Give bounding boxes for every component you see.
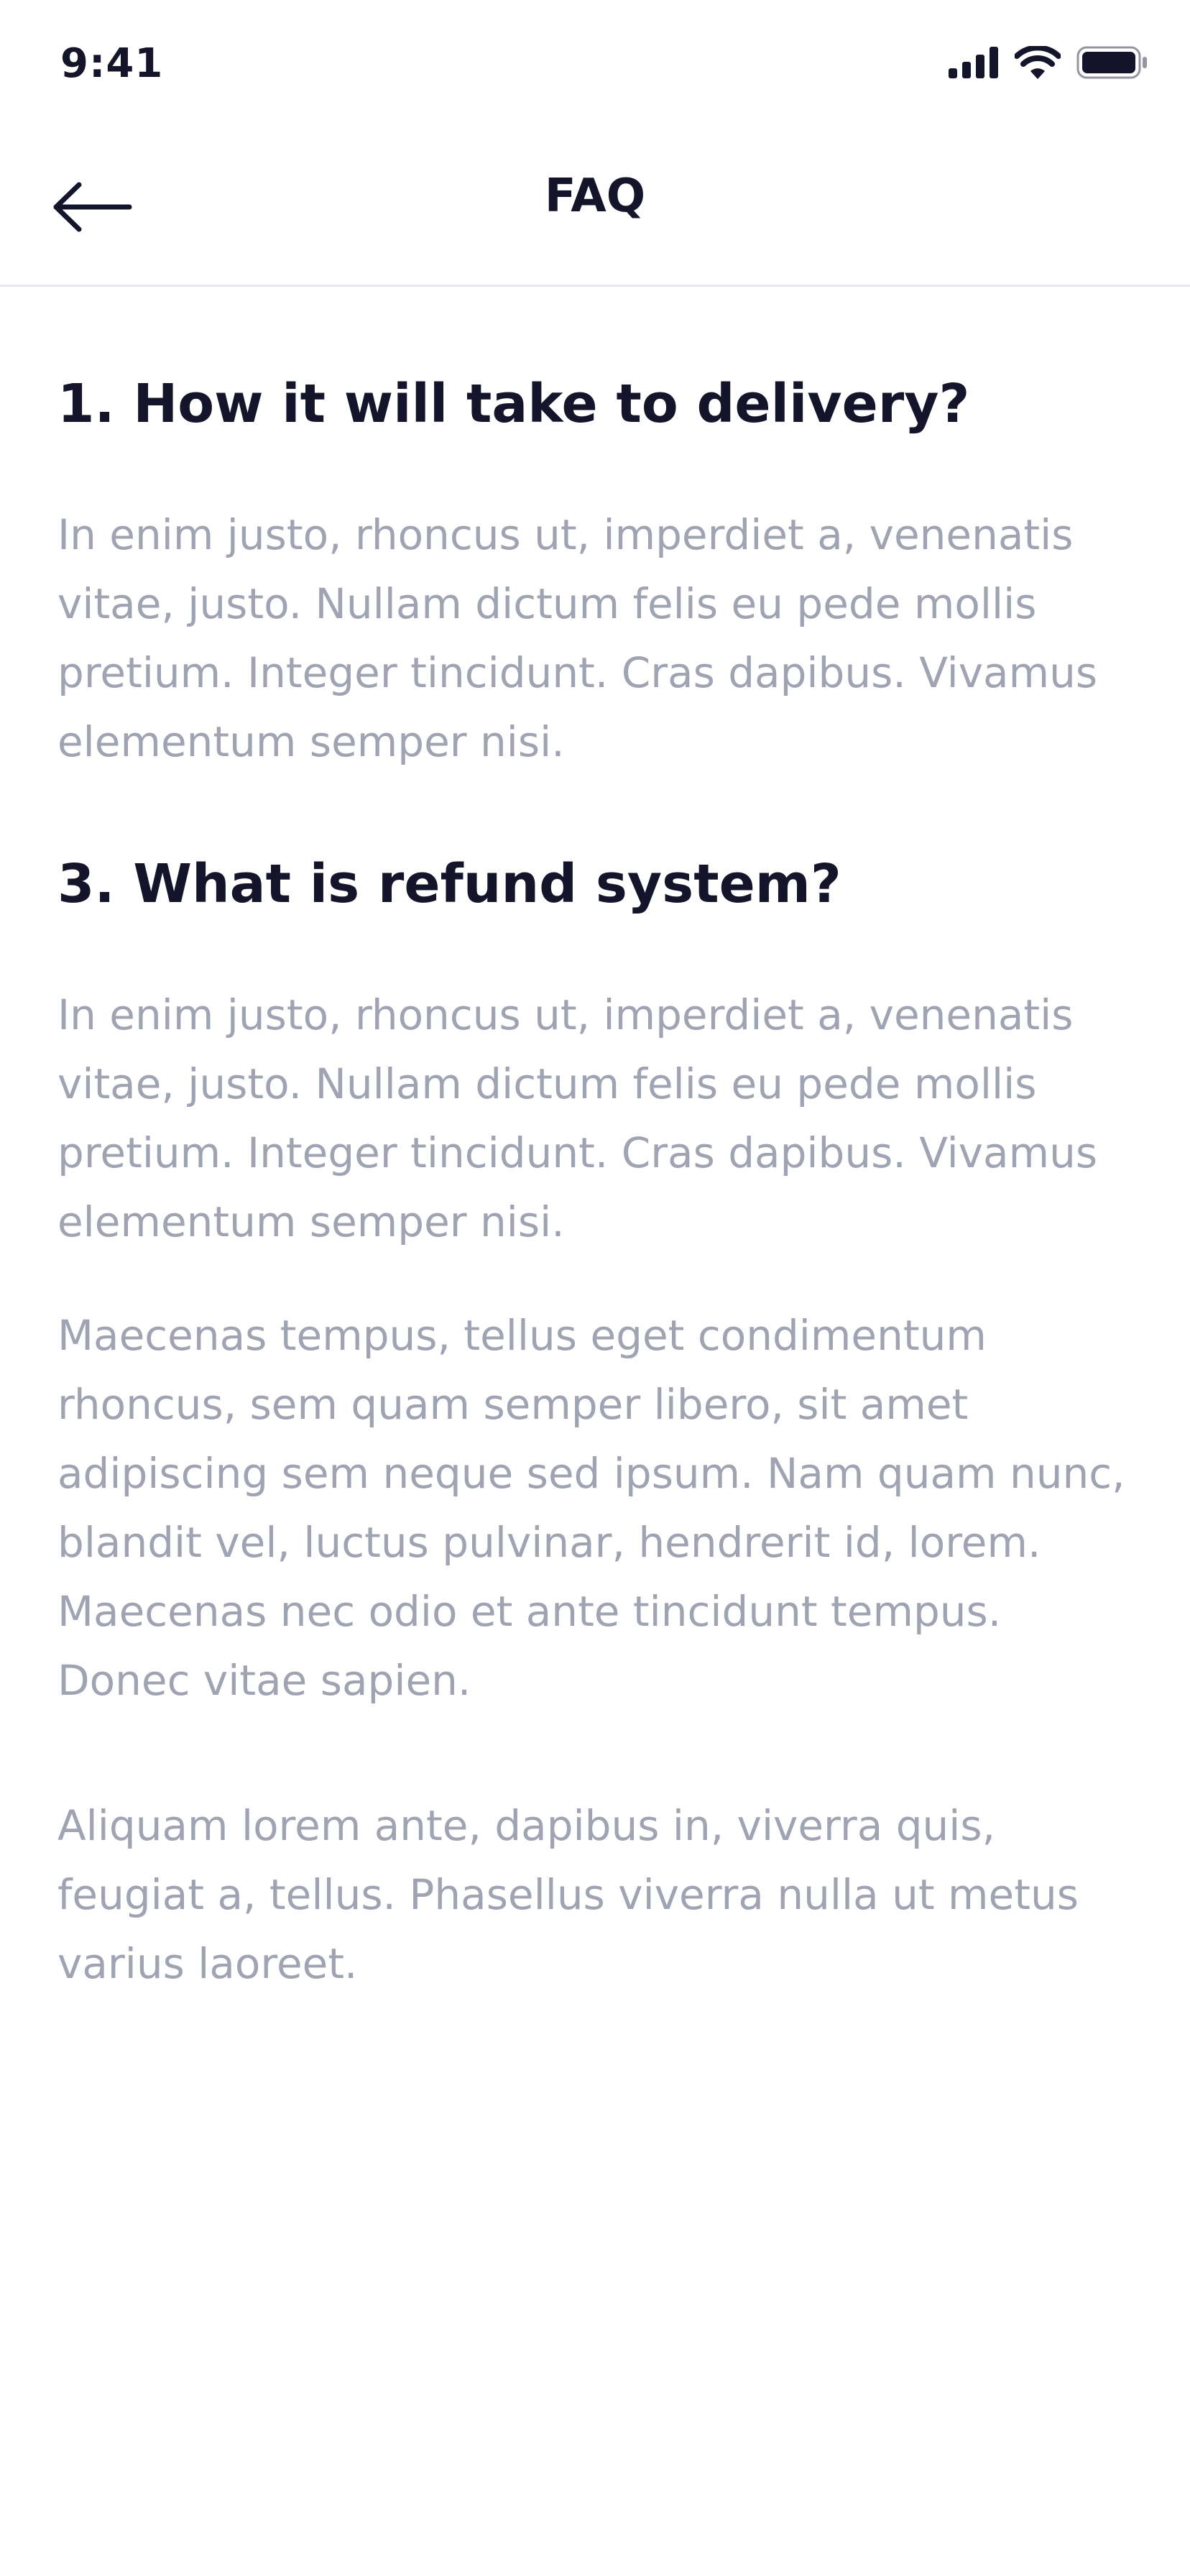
faq-answer: In enim justo, rhoncus ut, imperdiet a, venenatis vitae, justo. Nullam dictum felis eu pede mollis pretium. Integer tincidunt. Cras dapibus. Vivamus elementum semper nisi. — [57, 510, 1098, 766]
battery-icon — [1076, 46, 1148, 82]
status-time: 9:41 — [60, 40, 164, 87]
faq-question: 3. What is refund system? — [57, 853, 841, 915]
faq-answer: In enim justo, rhoncus ut, imperdiet a, venenatis vitae, justo. Nullam dictum felis eu pede mollis pretium. Integer tincidunt. Cras dapibus. Vivamus elementum semper nisi. — [57, 990, 1098, 1246]
status-icons — [949, 46, 1148, 82]
wifi-icon — [1015, 46, 1061, 82]
cellular-signal-icon — [949, 47, 999, 81]
faq-answer: Aliquam lorem ante, dapibus in, viverra quis, feugiat a, tellus. Phasellus viverra nulla ut metus varius laoreet. — [57, 1801, 1079, 1988]
faq-question: 1. How it will take to delivery? — [57, 373, 970, 435]
page-title: FAQ — [544, 170, 646, 223]
app-header — [0, 137, 1190, 287]
status-bar — [0, 0, 1190, 137]
faq-answer: Maecenas tempus, tellus eget condimentum rhoncus, sem quam semper libero, sit amet adipiscing sem neque sed ipsum. Nam quam nunc, blandit vel, luctus pulvinar, hendrerit id, lorem. Maecenas nec odio et ante tincidunt tempus. Donec vitae sapien. — [57, 1311, 1125, 1705]
